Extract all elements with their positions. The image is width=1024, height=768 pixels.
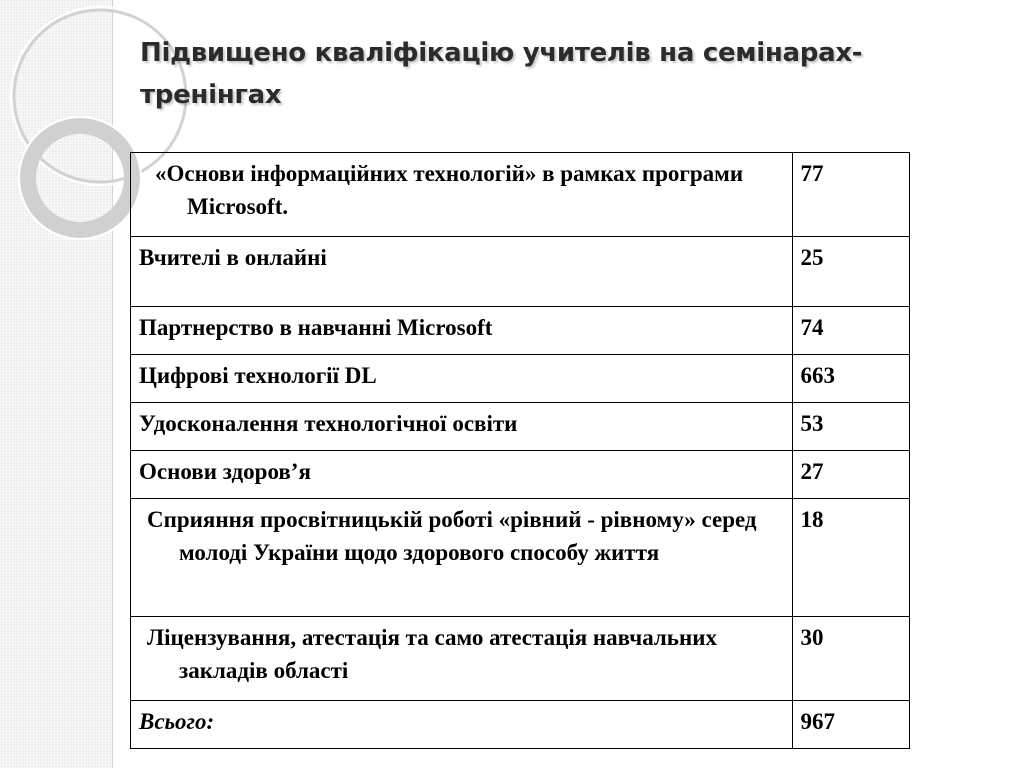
slide-title: Підвищено кваліфікацію учителів на семінарах-тренінгах — [140, 38, 863, 110]
row-value: 74 — [792, 307, 909, 355]
row-value: 30 — [792, 617, 909, 701]
row-value: 27 — [792, 451, 909, 499]
table-row — [131, 499, 910, 617]
total-row — [131, 701, 910, 749]
table-row — [131, 153, 910, 237]
total-value: 967 — [792, 701, 909, 749]
table-row — [131, 237, 910, 307]
table-row — [131, 403, 910, 451]
row-value: 18 — [792, 499, 909, 617]
row-label: «Основи інформаційних технологій» в рамках програми Microsoft. — [131, 153, 793, 237]
row-value: 663 — [792, 355, 909, 403]
row-label: Удосконалення технологічної освіти — [131, 403, 793, 451]
row-label: Сприяння просвітницькій роботі «рівний - рівному» серед молоді України щодо здорового способу життя — [131, 499, 793, 617]
table-row — [131, 451, 910, 499]
row-value: 53 — [792, 403, 909, 451]
total-label: Всього: — [131, 701, 793, 749]
row-label: Партнерство в навчанні Microsoft — [131, 307, 793, 355]
row-label: Основи здоров’я — [131, 451, 793, 499]
row-value: 25 — [792, 237, 909, 307]
row-value: 77 — [792, 153, 909, 237]
row-label: Вчителі в онлайні — [131, 237, 793, 307]
row-label: Цифрові технології DL — [131, 355, 793, 403]
table-row — [131, 617, 910, 701]
table-row — [131, 355, 910, 403]
training-table — [130, 152, 910, 749]
table-row — [131, 307, 910, 355]
row-label: Ліцензування, атестація та само атестація навчальних закладів області — [131, 617, 793, 701]
